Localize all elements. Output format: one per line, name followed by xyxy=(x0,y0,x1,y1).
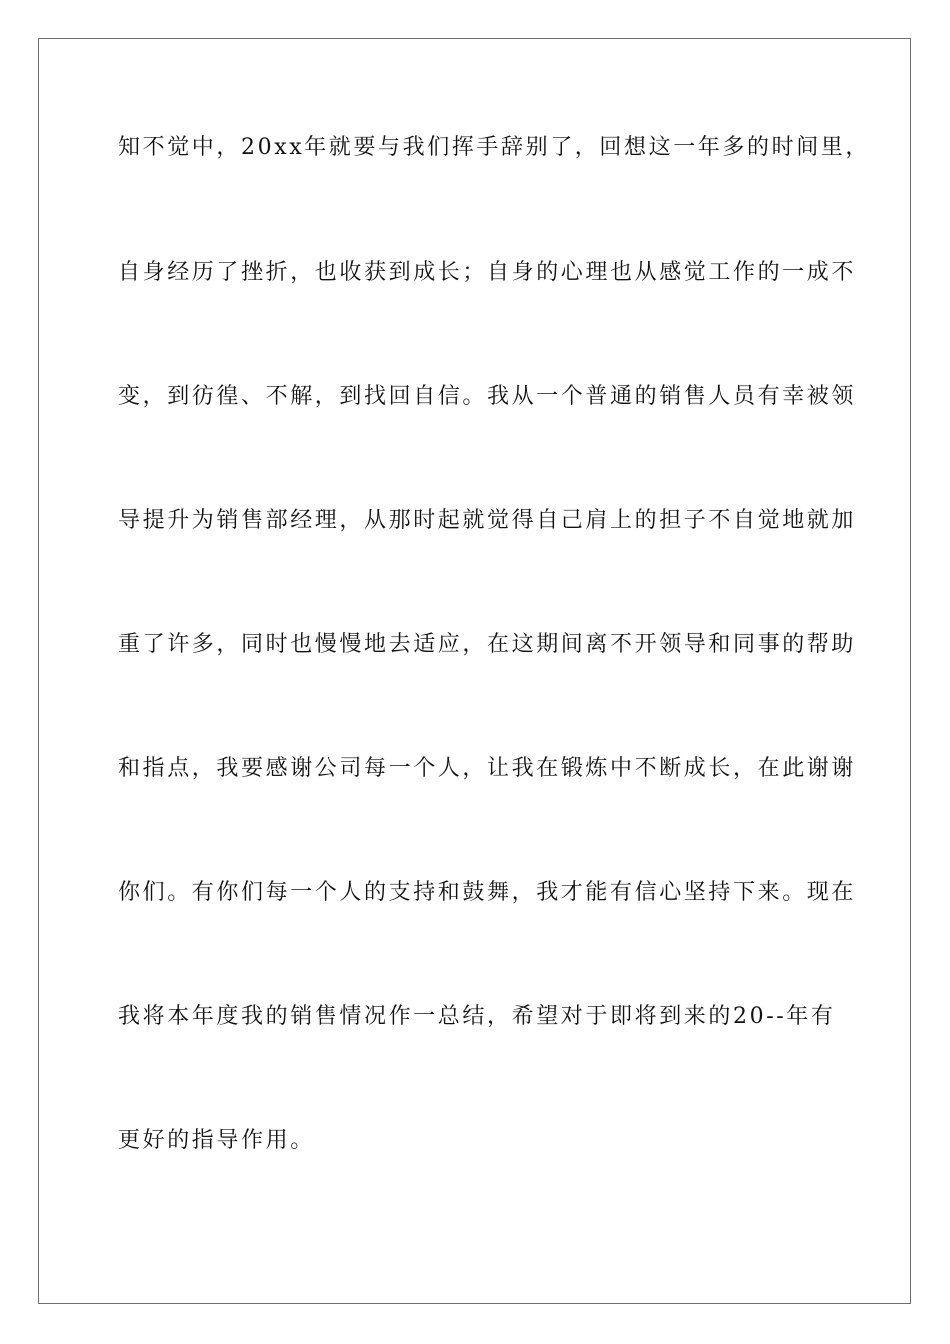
paragraph-line: 自身经历了挫折，也收获到成长；自身的心理也从感觉工作的一成不 xyxy=(118,260,857,285)
paragraph-line: 变，到彷徨、不解，到找回自信。我从一个普通的销售人员有幸被领 xyxy=(118,384,857,409)
paragraph-line: 我将本年度我的销售情况作一总结，希望对于即将到来的20--年有 xyxy=(118,1004,836,1029)
paragraph-line: 你们。有你们每一个人的支持和鼓舞，我才能有信心坚持下来。现在 xyxy=(118,880,857,905)
paragraph-line: 导提升为销售部经理，从那时起就觉得自己肩上的担子不自觉地就加 xyxy=(118,508,857,533)
paragraph-line: 更好的指导作用。 xyxy=(118,1128,315,1153)
paragraph-line: 重了许多，同时也慢慢地去适应，在这期间离不开领导和同事的帮助 xyxy=(118,632,857,657)
page-border xyxy=(38,38,911,1304)
paragraph-line: 和指点，我要感谢公司每一个人，让我在锻炼中不断成长，在此谢谢 xyxy=(118,756,857,781)
paragraph-line: 知不觉中，20xx年就要与我们挥手辞别了，回想这一年多的时间里， xyxy=(118,135,871,160)
